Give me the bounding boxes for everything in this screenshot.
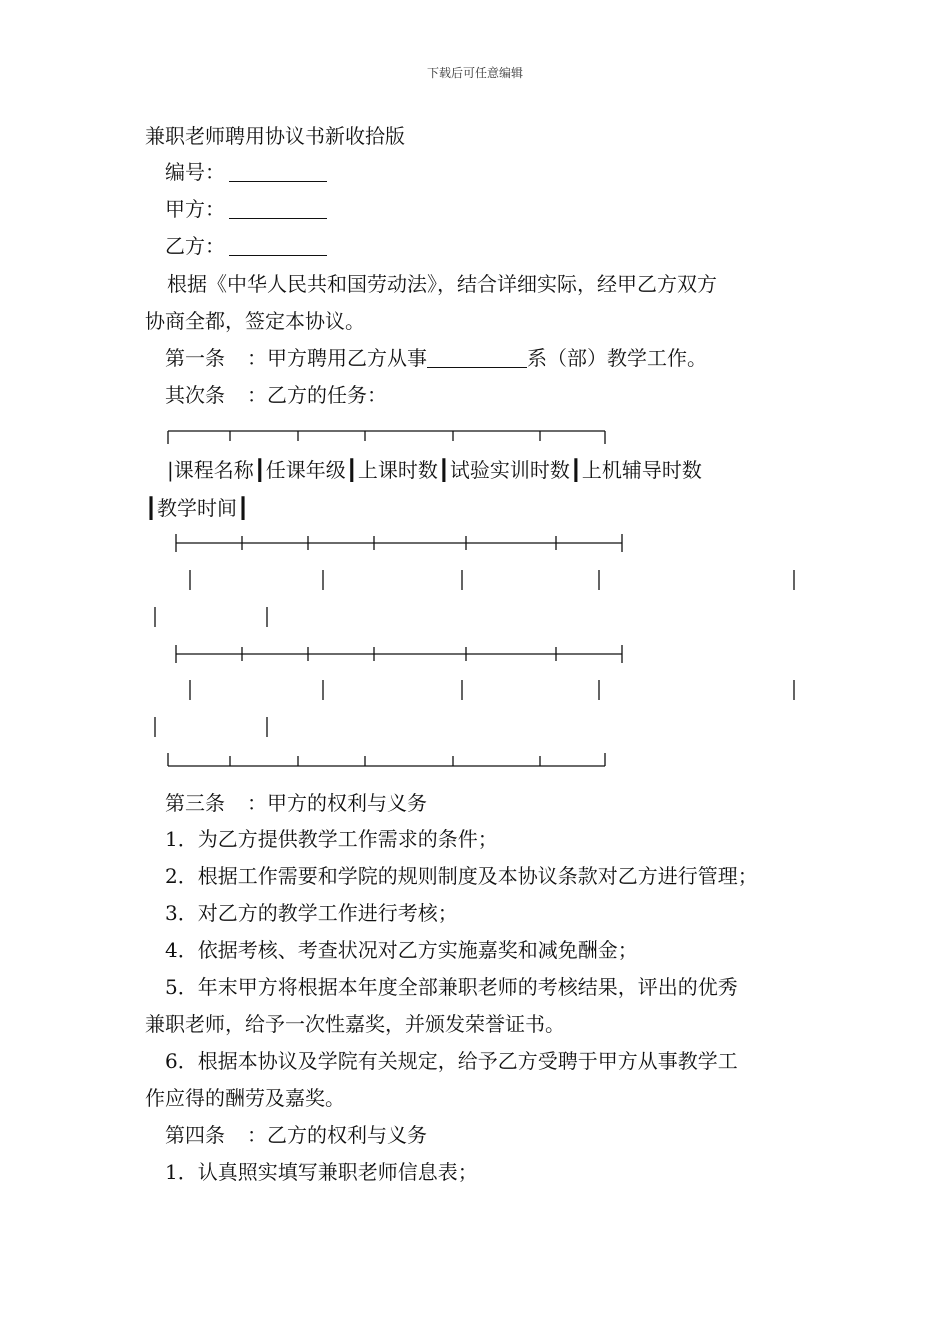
article-3-text: 甲方的权利与义务 bbox=[267, 791, 427, 815]
article-3-item-4: 4．依据考核、考查状况对乙方实施嘉奖和减免酬金； bbox=[165, 938, 638, 962]
table-divider-1 bbox=[176, 534, 622, 552]
intro-line-2: 协商全都，签定本协议。 bbox=[145, 309, 365, 333]
article-3-heading: 第三条 bbox=[165, 791, 225, 815]
table-divider-2 bbox=[176, 645, 622, 663]
header-note: 下载后可任意编辑 bbox=[426, 66, 523, 80]
article-3-colon: ： bbox=[247, 791, 267, 815]
table-top-border bbox=[168, 431, 605, 444]
party-a-label: 甲方： bbox=[165, 197, 225, 221]
article-4-text: 乙方的权利与义务 bbox=[267, 1123, 427, 1147]
intro-line-1: 根据《中华人民共和国劳动法》，结合详细实际，经甲乙方双方 bbox=[167, 272, 717, 296]
article-4-colon: ： bbox=[247, 1123, 267, 1147]
task-table-header-1: |课程名称┃任课年级┃上课时数┃试验实训时数┃上机辅导时数 bbox=[167, 458, 702, 482]
task-table-header-2: ┃教学时间┃ bbox=[145, 496, 250, 520]
article-4-heading: 第四条 bbox=[165, 1123, 225, 1147]
article-3-item-6-line-1: 6．根据本协议及学院有关规定，给予乙方受聘于甲方从事教学工 bbox=[165, 1049, 738, 1073]
article-2-text: 乙方的任务： bbox=[267, 383, 387, 407]
article-3-item-2: 2．根据工作需要和学院的规则制度及本协议条款对乙方进行管理； bbox=[165, 864, 758, 888]
article-2-heading: 其次条 bbox=[165, 383, 225, 407]
party-b-label: 乙方： bbox=[165, 234, 225, 258]
article-3 bbox=[145, 785, 845, 822]
table-row-2-bars bbox=[155, 680, 794, 737]
article-3-item-3: 3．对乙方的教学工作进行考核； bbox=[165, 901, 458, 925]
document-title: 兼职老师聘用协议书新收拾版 bbox=[145, 124, 405, 148]
article-4-item-1: 1．认真照实填写兼职老师信息表； bbox=[165, 1160, 478, 1184]
number-label: 编号： bbox=[165, 160, 225, 184]
article-1-heading: 第一条 bbox=[165, 346, 225, 370]
article-3-item-1: 1．为乙方提供教学工作需求的条件； bbox=[165, 827, 498, 851]
article-1-colon: ： bbox=[247, 346, 267, 370]
article-3-item-5-line-2: 兼职老师，给予一次性嘉奖，并颁发荣誉证书。 bbox=[145, 1012, 565, 1036]
article-3-item-5-line-1: 5．年末甲方将根据本年度全部兼职老师的考核结果，评出的优秀 bbox=[165, 975, 738, 999]
article-4 bbox=[145, 1117, 845, 1154]
table-bottom-border bbox=[168, 753, 605, 766]
article-1-text-before: 甲方聘用乙方从事 bbox=[267, 346, 427, 370]
article-3-item-6-line-2: 作应得的酬劳及嘉奖。 bbox=[145, 1086, 345, 1110]
article-2-colon: ： bbox=[247, 383, 267, 407]
article-1-text-after: 系（部）教学工作。 bbox=[527, 346, 707, 370]
table-row-1-bars bbox=[155, 570, 794, 627]
